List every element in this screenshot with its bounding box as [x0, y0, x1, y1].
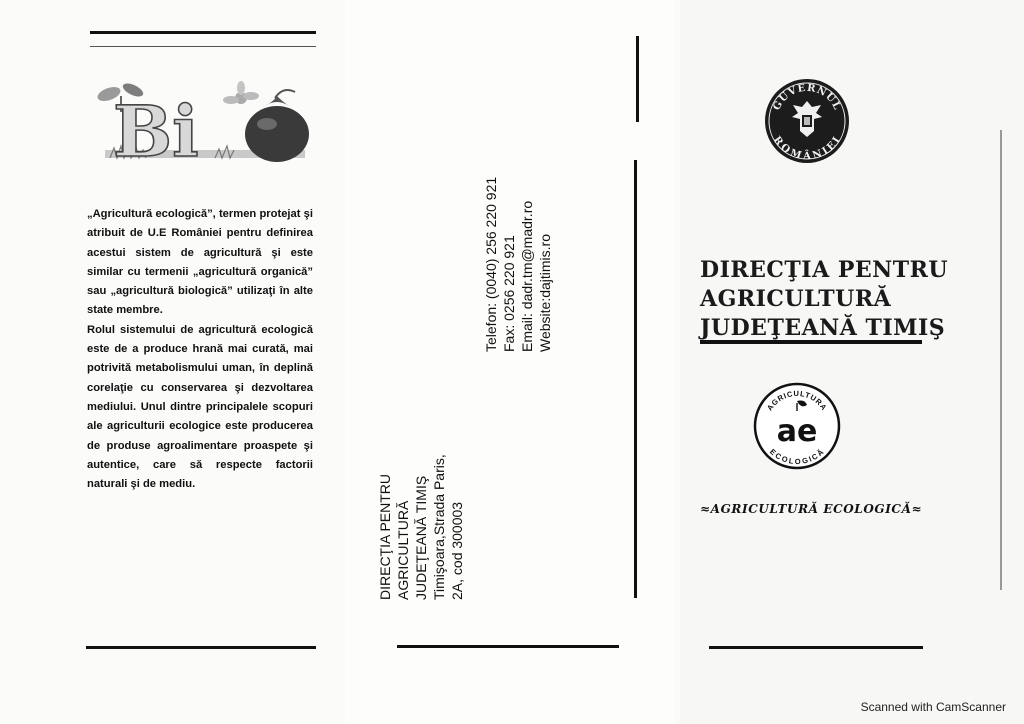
ecological-agriculture-logo	[752, 381, 842, 471]
body-paragraph-2: Rolul sistemului de agricultură ecologică este de a produce hrană mai curată, mai potrivită metabolismului uman, în deplină corelaţie cu conservarea şi dezvoltarea mediului. Unul dintre principalele scopuri ale agriculturii ecologice este producerea de produse agroalimentare proaspete şi autentice, care să respecte factorii naturali şi de mediu.	[87, 323, 313, 491]
tagline: ≈AGRICULTURĂ ECOLOGICĂ≈	[700, 502, 923, 516]
address-line-5: 2A, cod 300003	[449, 501, 465, 600]
title-line-3: JUDEŢEANĂ TIMIŞ	[700, 315, 946, 341]
ae-logo-letters: ae	[776, 414, 818, 449]
bio-logo	[95, 78, 315, 170]
seal-bottom-text: ROMÂNIEI	[770, 134, 844, 163]
page-title	[700, 256, 949, 343]
bio-logo-text: Bi	[113, 90, 199, 170]
fold-mark-upper	[636, 36, 639, 122]
right-edge-mark	[1000, 130, 1002, 590]
address-line-1: DIRECŢIA PENTRU	[377, 473, 393, 600]
ae-logo-bottom-text: ECOLOGICĂ	[768, 446, 826, 466]
body-paragraph-1: „Agricultură ecologică”, termen protejat şi atribuit de U.E României pentru definirea acestui sistem de agricultură şi este similar cu termenii „agricultură organică” sau „agricultură biologică” utilizaţi în alte state membre.	[87, 208, 313, 317]
contact-email: Email: dadr.tm@madr.ro	[519, 200, 535, 352]
body-text	[87, 205, 313, 494]
middle-panel-shade	[345, 0, 675, 724]
contact-website: Website:dajtimis.ro	[537, 233, 553, 352]
contact-block	[482, 177, 554, 352]
bottom-rule-left	[86, 646, 316, 649]
top-rule-left	[90, 31, 316, 34]
right-panel-shade	[680, 0, 1024, 724]
address-block	[376, 454, 466, 600]
contact-phone: Telefon: (0040) 256 220 921	[483, 176, 499, 352]
title-line-2: AGRICULTURĂ	[700, 286, 892, 312]
contact-fax: Fax: 0256 220 921	[501, 235, 517, 352]
seal-top-text: GUVERNUL	[771, 82, 843, 113]
address-line-3: JUDEŢEANĂ TIMIŞ	[413, 475, 429, 600]
title-line-1: DIRECŢIA PENTRU	[700, 257, 949, 283]
bottom-rule-right	[709, 646, 923, 649]
scanner-watermark: Scanned with CamScanner	[860, 700, 1006, 714]
ae-logo-top-text: AGRICULTURA	[765, 388, 829, 413]
fold-mark-lower	[634, 160, 637, 598]
government-seal	[763, 77, 851, 165]
top-rule-left-thin	[90, 46, 316, 47]
address-line-2: AGRICULTURĂ	[395, 500, 411, 600]
address-line-4: Timişoara,Strada Paris,	[431, 454, 447, 600]
bottom-rule-middle	[397, 645, 619, 648]
